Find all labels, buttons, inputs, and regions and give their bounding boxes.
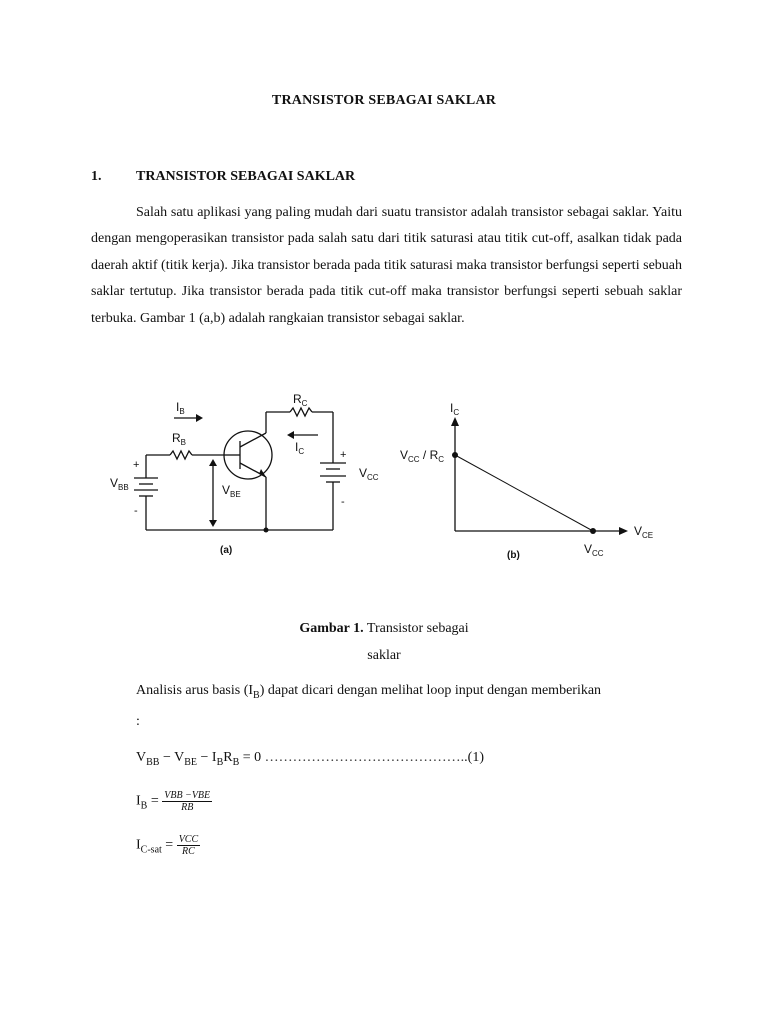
analysis-colon: : (136, 714, 140, 729)
equation-icsat: $I_{C-sat}$ = $\frac{\text{VCC}}{RC}$ (136, 834, 199, 857)
load-line-graph (395, 395, 665, 570)
figure-caption-line2: saklar (367, 648, 401, 663)
caption-text: Transistor sebagai (363, 621, 469, 636)
vcc-minus-sign: - (341, 496, 345, 508)
caption-bold: Gambar 1. (299, 621, 364, 636)
vbb-plus-sign: + (133, 459, 140, 471)
y-intercept-label: $V_{CC} / R_C$ (400, 448, 445, 464)
vbb-minus-sign: - (134, 505, 138, 517)
figure-b-label: (b) (507, 550, 520, 561)
vbe-label: $V_{BE}$ (222, 483, 241, 499)
body-paragraph: Salah satu aplikasi yang paling mudah dari suatu transistor adalah transistor sebagai saklar. Yaitu dengan mengoperasikan transistor pada salah satu dari titik saturasi atau titik cut-off, asalkan tidak pada daerah aktif (titik kerja). Jika transistor berada pada titik saturasi maka transistor berfungsi seperti sebuah saklar tertutup. Jika transistor berada pada titik cut-off maka transistor berfungsi seperti sebuah saklar terbuka. Gambar 1 (a,b) adalah rangkaian transistor sebagai saklar. (91, 205, 682, 326)
vcc-plus-sign: + (340, 449, 347, 461)
document-title: TRANSISTOR SEBAGAI SAKLAR (271, 93, 497, 108)
circuit-diagram (100, 385, 400, 570)
equation-ib: $I_B$ = $\frac{\text{VBB −VBE}}{RB}$ (136, 790, 211, 813)
equation-1: $V_{BB} - V_{BE} - I_BR_B = 0$ ……………………………………..(1) (136, 750, 484, 768)
ib-fraction: $\frac{\text{VBB −VBE}}{RB}$ (164, 790, 211, 813)
figure-caption (0, 621, 768, 637)
x-intercept-label: $V_{CC}$ (584, 542, 604, 558)
rc-label: $R_C$ (293, 392, 308, 408)
analysis-intro: Analisis arus basis $(I_B)$ dapat dicari dengan melihat loop input dengan memberikan (136, 683, 602, 701)
rb-label: $R_B$ (172, 431, 187, 447)
ic-label: $I_C$ (295, 440, 305, 456)
figure-a-label: (a) (220, 545, 233, 556)
vcc-label: $V_{CC}$ (359, 466, 379, 482)
x-axis-label: $V_{CE}$ (634, 524, 654, 540)
vbb-label: $V_{BB}$ (110, 476, 129, 492)
icsat-fraction: $\frac{\text{VCC}}{RC}$ (178, 834, 199, 857)
section-number: 1. (91, 169, 102, 184)
y-axis-label: $I_C$ (450, 401, 460, 417)
ib-label: $I_B$ (176, 400, 185, 416)
section-title: TRANSISTOR SEBAGAI SAKLAR (136, 169, 356, 184)
